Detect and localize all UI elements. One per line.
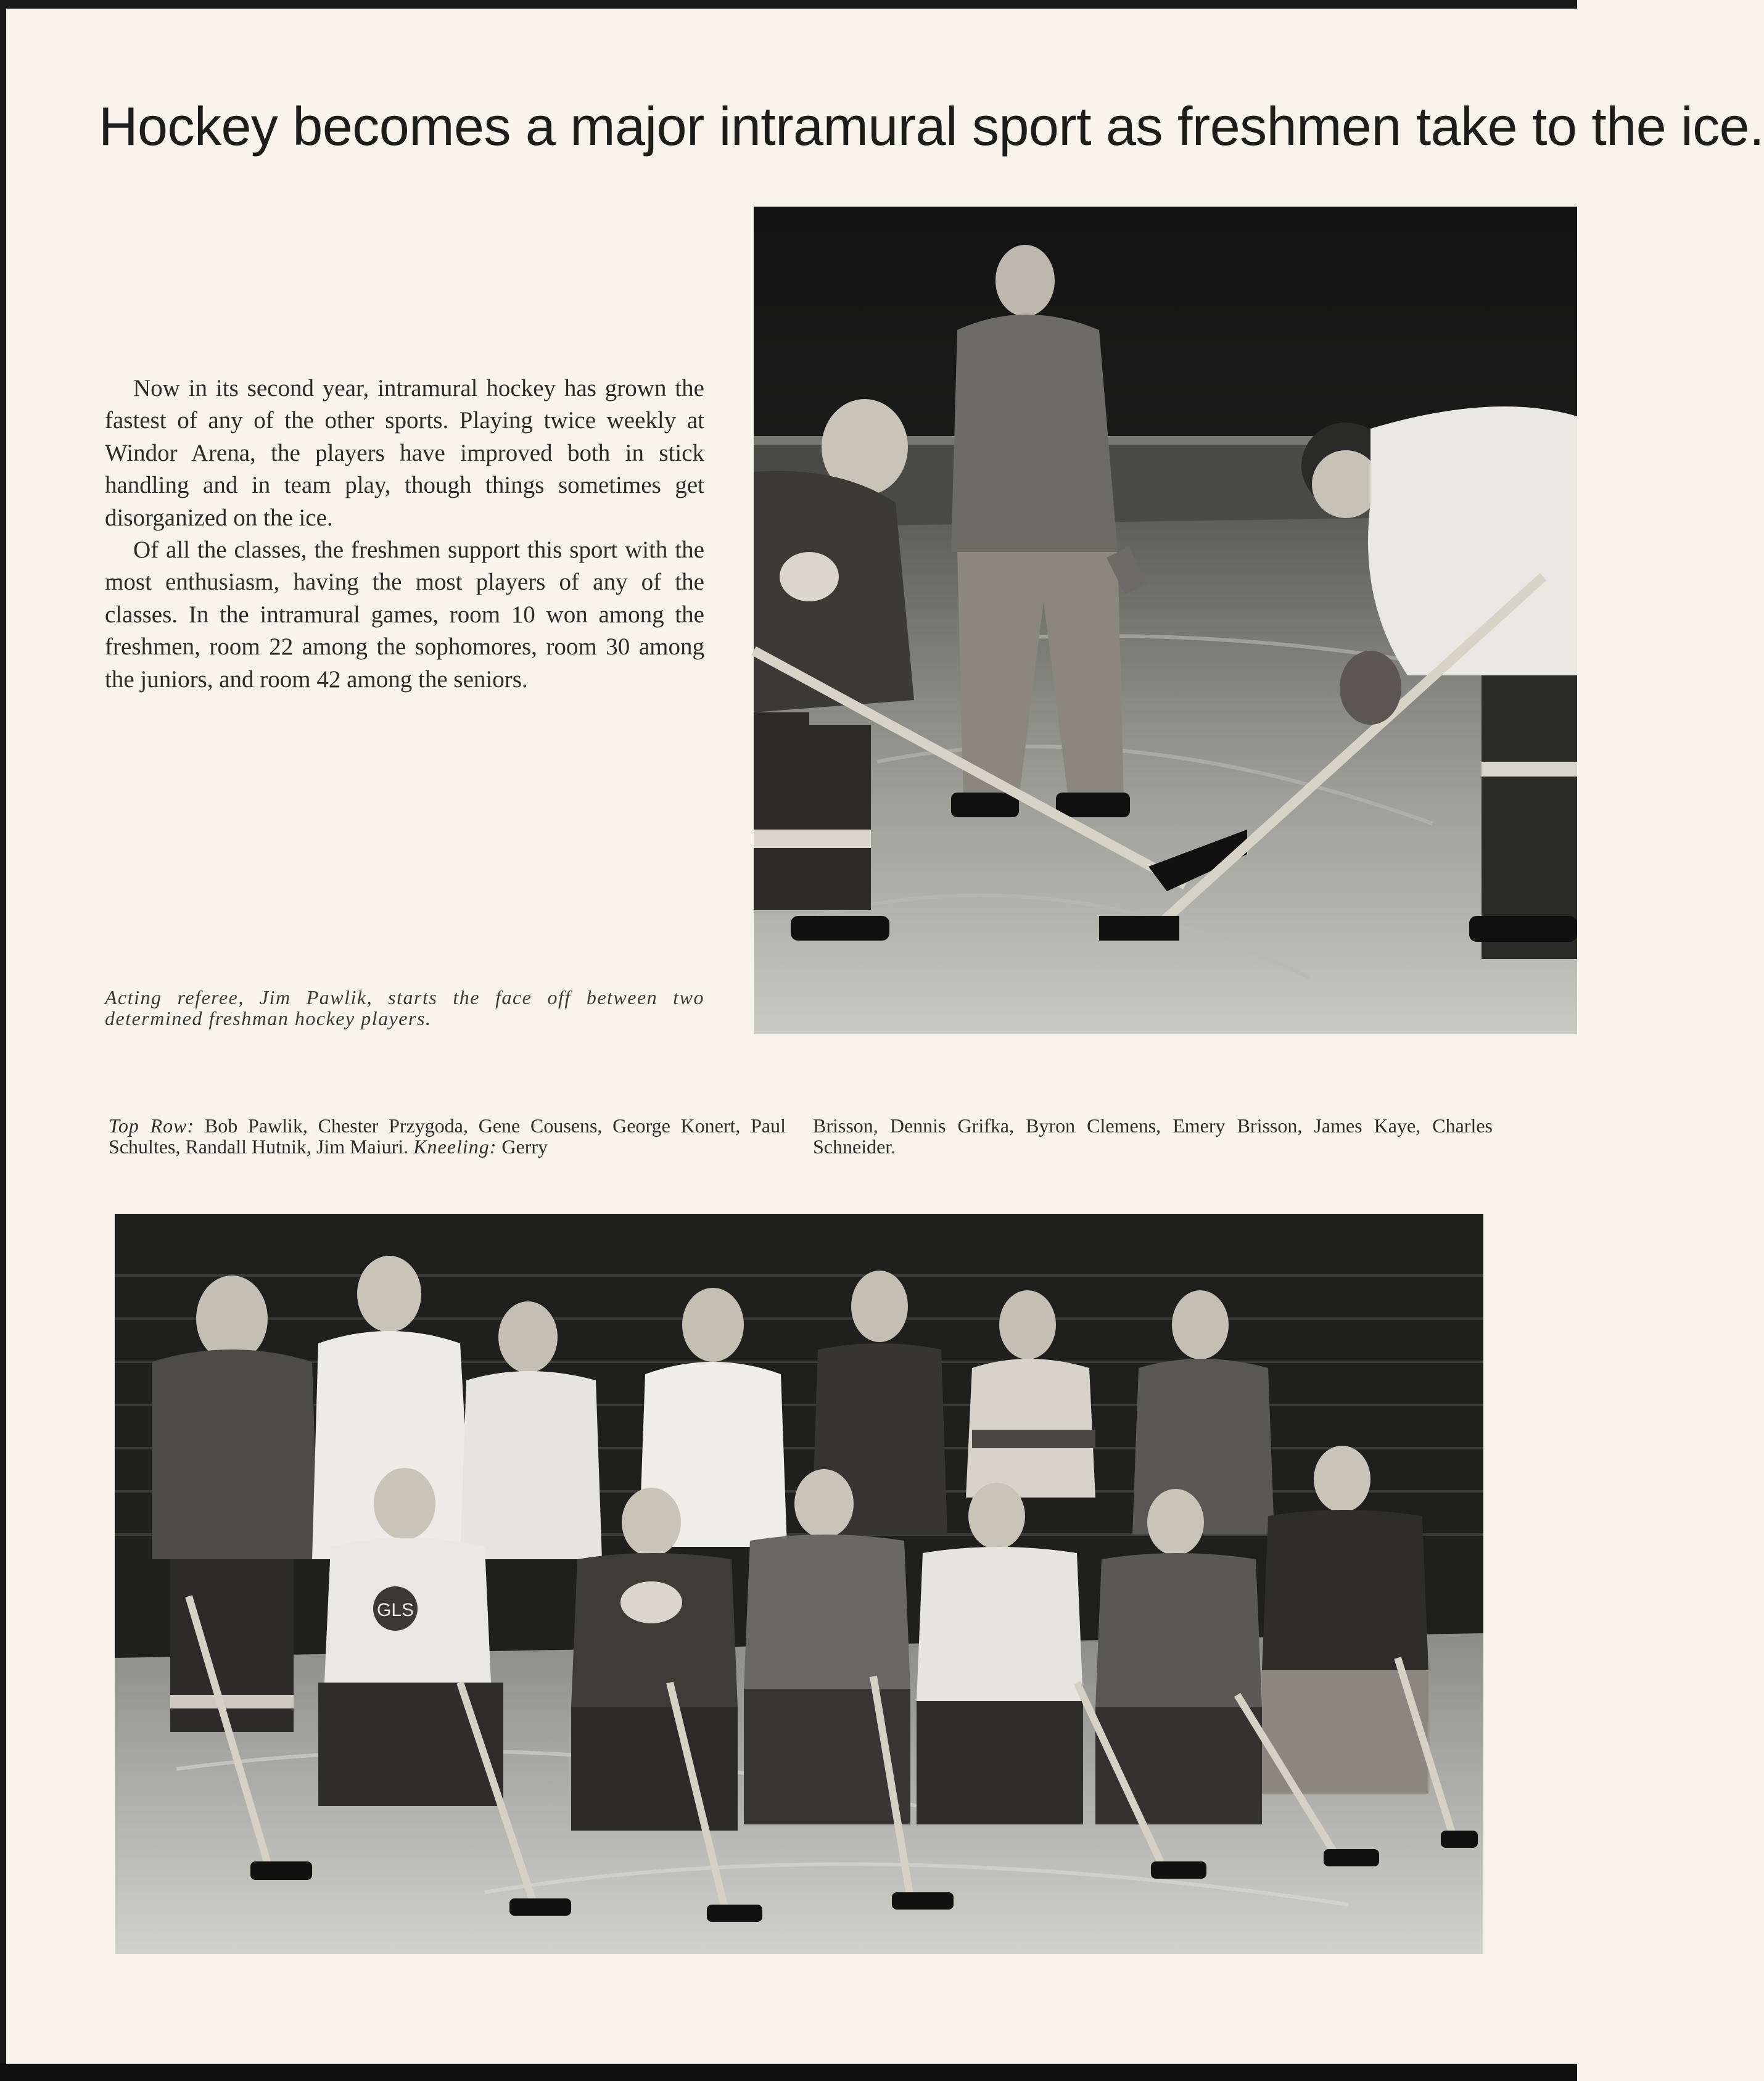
page-headline: Hockey becomes a major intramural sport as freshmen take to the ice. (99, 96, 1764, 157)
article-body (105, 373, 704, 696)
kneeling-names-start: Gerry (497, 1135, 548, 1158)
page-border-bottom (0, 2064, 1577, 2081)
team-caption-right: Brisson, Dennis Grifka, Byron Clemens, Emery Brisson, James Kaye, Charles Schneider. (813, 1115, 1493, 1158)
faceoff-photo (754, 207, 1577, 1034)
team-caption-left (109, 1115, 786, 1157)
article-paragraph: Of all the classes, the freshmen support this sport with the most enthusiasm, having the most players of any of the classes. In the intramural games, room 10 won among the freshmen, room 22 among the sophomores, room 30 among the juniors, and room 42 among the seniors. (105, 537, 704, 693)
faceoff-caption: Acting referee, Jim Pawlik, starts the face off between two determined freshman hockey players. (105, 986, 704, 1029)
top-row-names: Bob Pawlik, Chester Przygoda, Gene Cousens, George Konert, Paul Schultes, Randall Hutnik, Jim Maiuri. (109, 1115, 786, 1158)
team-photo (115, 1214, 1483, 1954)
top-row-label: Top Row: (109, 1115, 195, 1137)
page-border-left (0, 0, 6, 2081)
page-border-top (0, 0, 1577, 9)
kneeling-label: Kneeling: (413, 1135, 497, 1158)
article-paragraph: Now in its second year, intramural hockey has grown the fastest of any of the other sports. Playing twice weekly at Windor Arena, the players have improved both in stick handling and in team play, though things sometimes get disorganized on the ice. (105, 375, 704, 531)
jersey-logo: GLS (376, 1600, 414, 1620)
